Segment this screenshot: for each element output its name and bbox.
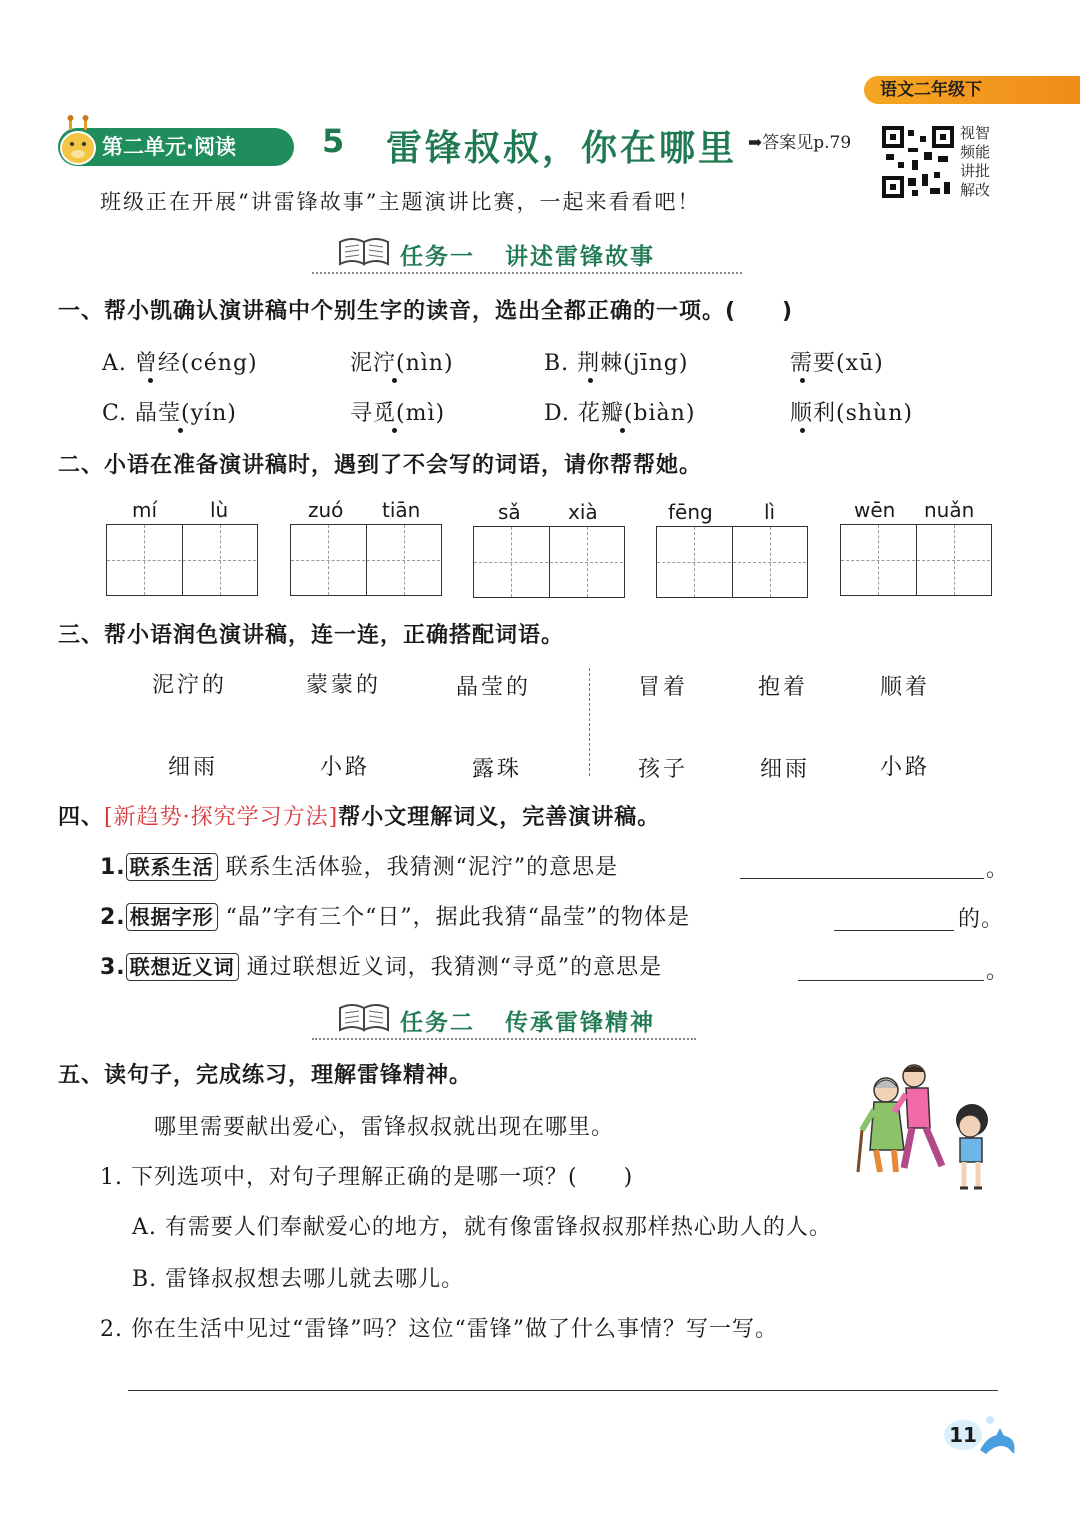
pinyin-label: sǎ bbox=[498, 500, 521, 524]
q2-title: 二、小语在准备演讲稿时，遇到了不会写的词语，请你帮帮她。 bbox=[58, 453, 703, 478]
emphasis-dot bbox=[800, 428, 805, 433]
emphasis-dot bbox=[588, 378, 593, 383]
pinyin-label: wēn bbox=[854, 498, 896, 522]
giraffe-mascot-icon bbox=[58, 114, 98, 166]
item-number: 2. bbox=[100, 905, 126, 930]
writing-grid[interactable] bbox=[473, 526, 625, 598]
match-word-top[interactable]: 晶莹的 bbox=[456, 675, 532, 700]
match-word-bottom[interactable]: 露珠 bbox=[472, 757, 523, 782]
q5-sentence: 哪里需要献出爱心，雷锋叔叔就出现在哪里。 bbox=[154, 1115, 615, 1140]
q1-option: 寻觅(mì) bbox=[350, 401, 446, 426]
emphasis-dot bbox=[178, 428, 183, 433]
answer-reference: ➡答案见p.79 bbox=[748, 133, 852, 153]
q4-item-2 bbox=[100, 900, 690, 931]
item-number: 3. bbox=[100, 955, 126, 980]
answer-blank[interactable] bbox=[740, 878, 984, 879]
match-word-top[interactable]: 抱着 bbox=[758, 675, 809, 700]
pinyin-label: nuǎn bbox=[924, 498, 975, 522]
task2-heading bbox=[336, 1004, 742, 1038]
lesson-title: 雷锋叔叔，你在哪里 bbox=[386, 128, 738, 169]
dolphin-icon bbox=[976, 1414, 1018, 1460]
method-tag: 联想近义词 bbox=[126, 953, 239, 981]
open-book-icon bbox=[336, 234, 392, 268]
pinyin-label: tiān bbox=[382, 498, 421, 522]
q1-option: 顺利(shùn) bbox=[790, 401, 913, 426]
match-word-top[interactable]: 顺着 bbox=[880, 675, 931, 700]
pinyin-label: lì bbox=[764, 500, 776, 524]
emphasis-dot bbox=[800, 378, 805, 383]
q1-option: 泥泞(nìn) bbox=[350, 351, 454, 376]
writing-grid[interactable] bbox=[656, 526, 808, 598]
item-text: “晶”字有三个“日”，据此我猜“晶莹”的物体是 bbox=[225, 905, 691, 930]
pinyin-label: fēng bbox=[668, 500, 713, 524]
q1-title: 一、帮小凯确认演讲稿中个别生字的读音，选出全都正确的一项。( ) bbox=[58, 299, 794, 324]
divider bbox=[589, 668, 590, 776]
q3-title: 三、帮小语润色演讲稿，连一连，正确搭配词语。 bbox=[58, 623, 565, 648]
grade-tag: 语文二年级下 bbox=[864, 76, 1080, 104]
intro-text: 班级正在开展“讲雷锋故事”主题演讲比赛，一起来看看吧！ bbox=[100, 190, 701, 214]
method-tag: 根据字形 bbox=[126, 903, 218, 931]
emphasis-dot bbox=[392, 378, 397, 383]
item-end: 的。 bbox=[958, 907, 1005, 932]
writing-grid[interactable] bbox=[840, 524, 992, 596]
q1-option: B. 荆棘(jīng) bbox=[544, 351, 689, 376]
match-word-bottom[interactable]: 细雨 bbox=[760, 757, 811, 782]
item-end: 。 bbox=[986, 857, 1010, 882]
q1-option: C. 晶莹(yín) bbox=[102, 401, 237, 426]
qr-code-icon[interactable] bbox=[882, 126, 954, 198]
task2-label: 任务二 bbox=[400, 1009, 475, 1036]
item-text: 通过联想近义词，我猜测“寻觅”的意思是 bbox=[246, 955, 663, 980]
q4-item-1 bbox=[100, 850, 618, 881]
unit-badge: 第二单元·阅读 bbox=[58, 128, 294, 166]
q5-title: 五、读句子，完成练习，理解雷锋精神。 bbox=[58, 1063, 473, 1088]
item-end: 。 bbox=[986, 959, 1010, 984]
match-word-bottom[interactable]: 小路 bbox=[880, 755, 931, 780]
answer-line[interactable] bbox=[128, 1390, 998, 1391]
match-word-bottom[interactable]: 孩子 bbox=[638, 757, 689, 782]
emphasis-dot bbox=[392, 428, 397, 433]
item-text: 联系生活体验，我猜测“泥泞”的意思是 bbox=[225, 855, 619, 880]
task1-title: 讲述雷锋故事 bbox=[505, 243, 656, 270]
q5-sub2: 2. 你在生活中见过“雷锋”吗？这位“雷锋”做了什么事情？写一写。 bbox=[100, 1317, 778, 1342]
answer-blank[interactable] bbox=[798, 980, 984, 981]
q4-title bbox=[58, 800, 660, 831]
q5-option-a: A. 有需要人们奉献爱心的地方，就有像雷锋叔叔那样热心助人的人。 bbox=[132, 1215, 832, 1240]
task1-heading bbox=[336, 238, 742, 272]
q4-item-3 bbox=[100, 950, 662, 981]
q5-sub1: 1. 下列选项中，对句子理解正确的是哪一项？( ) bbox=[100, 1165, 634, 1190]
pinyin-label: lù bbox=[210, 498, 229, 522]
q5-option-b: B. 雷锋叔叔想去哪儿就去哪儿。 bbox=[132, 1267, 465, 1292]
answer-blank[interactable] bbox=[834, 930, 954, 931]
open-book-icon bbox=[336, 1000, 392, 1034]
task2-title: 传承雷锋精神 bbox=[505, 1009, 656, 1036]
qr-side-text: 视智 频能 讲批 解改 bbox=[960, 124, 991, 199]
writing-grid[interactable] bbox=[290, 524, 442, 596]
match-word-top[interactable]: 泥泞的 bbox=[152, 673, 228, 698]
item-number: 1. bbox=[100, 855, 126, 880]
q1-option: 需要(xū) bbox=[790, 351, 884, 376]
page-number: 11 bbox=[944, 1420, 982, 1450]
match-word-top[interactable]: 冒着 bbox=[638, 675, 689, 700]
match-word-bottom[interactable]: 小路 bbox=[320, 755, 371, 780]
method-tag: 联系生活 bbox=[126, 853, 218, 881]
pinyin-label: zuó bbox=[308, 498, 344, 522]
task1-label: 任务一 bbox=[400, 243, 475, 270]
pinyin-label: mí bbox=[132, 498, 158, 522]
lesson-number: 5 bbox=[322, 122, 345, 160]
match-word-bottom[interactable]: 细雨 bbox=[168, 755, 219, 780]
q4-prefix: 四、 bbox=[58, 805, 105, 830]
emphasis-dot bbox=[620, 428, 625, 433]
writing-grid[interactable] bbox=[106, 524, 258, 596]
q1-option: A. 曾经(céng) bbox=[102, 351, 258, 376]
emphasis-dot bbox=[148, 378, 153, 383]
pinyin-label: xià bbox=[568, 500, 598, 524]
q4-suffix: 帮小文理解词义，完善演讲稿。 bbox=[338, 805, 661, 830]
q1-option: D. 花瓣(biàn) bbox=[544, 401, 696, 426]
match-word-top[interactable]: 蒙蒙的 bbox=[306, 673, 382, 698]
trend-tag: [新趋势·探究学习方法] bbox=[104, 805, 339, 830]
helping-elderly-illustration bbox=[850, 1058, 1000, 1198]
